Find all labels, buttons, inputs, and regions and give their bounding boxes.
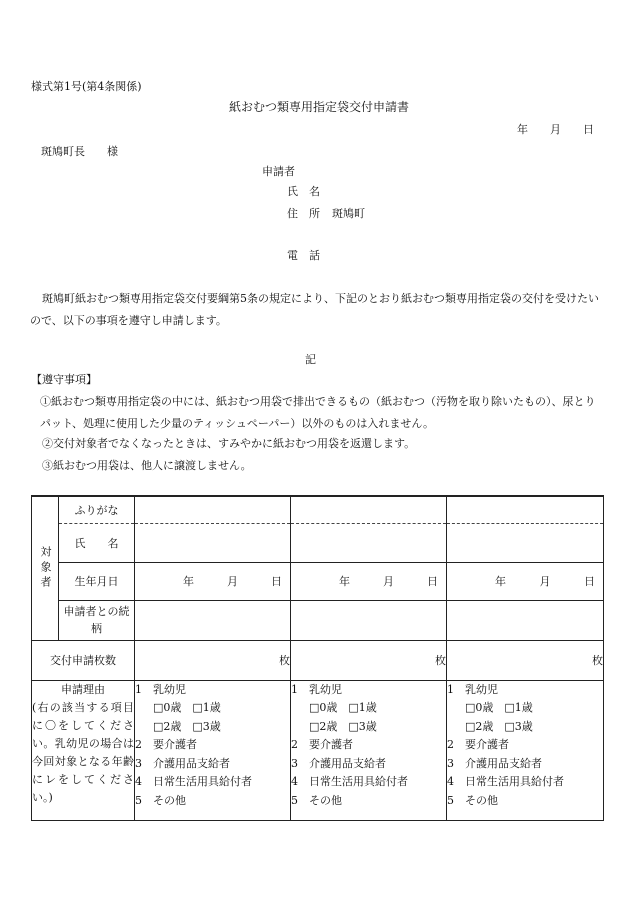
count-unit: 枚 (279, 654, 290, 667)
date-line: 年 月 日 (517, 123, 594, 136)
applicant-heading: 申請者 (262, 165, 295, 178)
relation-field-3[interactable] (447, 600, 604, 640)
option-infant[interactable]: 乳幼児 (153, 682, 186, 696)
birth-field-2[interactable] (291, 562, 447, 600)
option-supply[interactable]: 介護用品支給者 (153, 756, 230, 770)
name-row (32, 523, 604, 562)
intro-text: 斑鳩町紙おむつ類専用指定袋交付要綱第5条の規定により、下記のとおり紙おむつ類専用指定袋の交付を受けたいので、以下の事項を遵守し申請します。 (30, 292, 599, 327)
option-num: 1 (135, 682, 142, 696)
option-care[interactable]: 要介護者 (309, 738, 353, 751)
name-field-3[interactable] (447, 523, 604, 562)
option-num: 1 (447, 682, 454, 696)
age-2-checkbox[interactable]: □2歳 (465, 719, 494, 733)
reason-note: (右の該当する項目に〇をしてください。乳幼児の場合は今回対象となる年齢にレをしてください。) (32, 700, 134, 804)
age-0-checkbox[interactable]: □0歳 (153, 701, 182, 714)
option-num: 4 (447, 775, 454, 788)
furigana-row (32, 496, 604, 523)
day-label: 日 (584, 575, 595, 588)
count-unit: 枚 (435, 654, 446, 667)
option-supply[interactable]: 介護用品支給者 (309, 756, 386, 770)
count-row (32, 640, 604, 680)
count-field-2[interactable] (291, 640, 447, 680)
furigana-field-3[interactable] (447, 496, 604, 523)
intro-paragraph (30, 288, 604, 332)
age-1-checkbox[interactable]: □1歳 (192, 701, 221, 714)
furigana-field-2[interactable] (291, 496, 447, 523)
option-num: 2 (135, 738, 142, 751)
relation-field-1[interactable] (135, 600, 291, 640)
applicant-address-label: 住 所 (287, 207, 320, 220)
option-num: 3 (291, 756, 298, 770)
reason-cell (32, 680, 135, 820)
age-2-checkbox[interactable]: □2歳 (153, 719, 182, 733)
option-num: 5 (291, 793, 298, 807)
rule-2: ②交付対象者でなくなったときは、すみやかに紙おむつ用袋を返還します。 (42, 437, 416, 450)
reason-title: 申請理由 (61, 682, 105, 696)
birth-field-3[interactable] (447, 562, 604, 600)
option-num: 5 (135, 793, 142, 807)
option-supply[interactable]: 介護用品支給者 (465, 756, 542, 770)
target-group-label: 対象者 (39, 545, 52, 591)
relation-row (32, 600, 604, 640)
option-other[interactable]: その他 (309, 793, 342, 807)
age-3-checkbox[interactable]: □3歳 (348, 719, 377, 733)
birth-row (32, 562, 604, 600)
age-3-checkbox[interactable]: □3歳 (192, 719, 221, 733)
age-1-checkbox[interactable]: □1歳 (348, 701, 377, 714)
month-label: 月 (383, 575, 394, 588)
count-label: 交付申請枚数 (32, 640, 135, 680)
relation-field-2[interactable] (291, 600, 447, 640)
addressee: 斑鳩町長 様 (41, 145, 118, 158)
option-num: 4 (291, 775, 298, 788)
name-label: 氏 名 (59, 523, 135, 562)
rule-1 (40, 391, 600, 435)
name-field-2[interactable] (291, 523, 447, 562)
reason-row (32, 680, 604, 820)
reason-options-1[interactable] (135, 680, 291, 820)
count-field-1[interactable] (135, 640, 291, 680)
year-label: 年 (339, 575, 350, 588)
option-num: 3 (447, 756, 454, 770)
ki-heading: 記 (305, 353, 316, 366)
applicant-phone-label: 電 話 (287, 249, 320, 262)
option-num: 2 (447, 738, 454, 751)
form-number: 様式第1号(第4条関係) (31, 80, 142, 93)
day-label: 日 (427, 575, 438, 588)
year-label: 年 (183, 575, 194, 588)
option-other[interactable]: その他 (153, 793, 186, 807)
month-label: 月 (227, 575, 238, 588)
year-label: 年 (495, 575, 506, 588)
option-care[interactable]: 要介護者 (465, 738, 509, 751)
relation-label: 申請者との続柄 (59, 600, 135, 640)
option-num: 3 (135, 756, 142, 770)
age-2-checkbox[interactable]: □2歳 (309, 719, 338, 733)
application-table (31, 495, 604, 821)
reason-options-3[interactable] (447, 680, 604, 820)
reason-options-2[interactable] (291, 680, 447, 820)
rules-heading: 【遵守事項】 (31, 373, 97, 386)
age-0-checkbox[interactable]: □0歳 (309, 701, 338, 714)
option-num: 1 (291, 682, 298, 696)
age-0-checkbox[interactable]: □0歳 (465, 701, 494, 714)
name-field-1[interactable] (135, 523, 291, 562)
applicant-address-value: 斑鳩町 (332, 207, 365, 220)
option-num: 5 (447, 793, 454, 807)
page-title: 紙おむつ類専用指定袋交付申請書 (229, 100, 410, 114)
option-daily[interactable]: 日常生活用具給付者 (153, 775, 252, 788)
day-label: 日 (271, 575, 282, 588)
option-daily[interactable]: 日常生活用具給付者 (309, 775, 408, 788)
furigana-field-1[interactable] (135, 496, 291, 523)
rule-3: ③紙おむつ用袋は、他人に譲渡しません。 (42, 459, 252, 472)
option-num: 4 (135, 775, 142, 788)
option-num: 2 (291, 738, 298, 751)
furigana-label: ふりがな (59, 496, 135, 523)
option-daily[interactable]: 日常生活用具給付者 (465, 775, 564, 788)
option-infant[interactable]: 乳幼児 (309, 682, 342, 696)
rule-1-text: ①紙おむつ類専用指定袋の中には、紙おむつ用袋で排出できるもの（紙おむつ（汚物を取り除いたもの）、尿とりパット、処理に使用した少量のティッシュペーパー）以外のものは入れません。 (40, 395, 596, 430)
option-other[interactable]: その他 (465, 793, 498, 807)
option-infant[interactable]: 乳幼児 (465, 682, 498, 696)
count-field-3[interactable] (447, 640, 604, 680)
birth-field-1[interactable] (135, 562, 291, 600)
birth-label: 生年月日 (59, 562, 135, 600)
age-3-checkbox[interactable]: □3歳 (504, 719, 533, 733)
age-1-checkbox[interactable]: □1歳 (504, 701, 533, 714)
target-group-cell (32, 496, 59, 640)
applicant-name-label: 氏 名 (287, 185, 320, 198)
month-label: 月 (539, 575, 551, 588)
count-unit: 枚 (592, 654, 603, 667)
option-care[interactable]: 要介護者 (153, 738, 197, 751)
